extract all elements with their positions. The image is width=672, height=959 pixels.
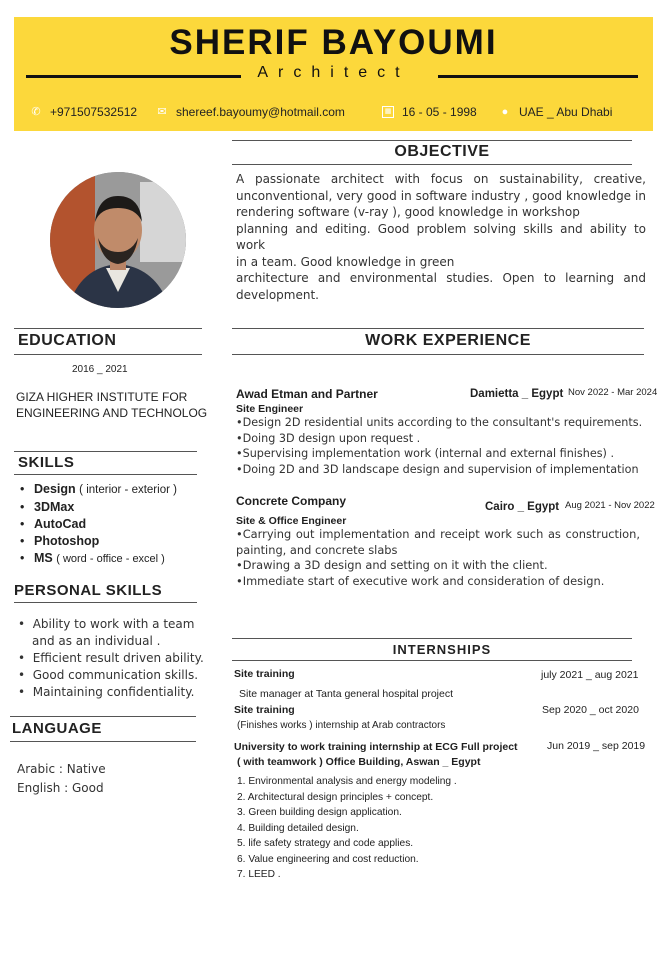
objective-rule-top [232,140,632,141]
internship-task: 2. Architectural design principles + concept. [237,791,434,803]
candidate-role: Architect [257,64,410,81]
job-bullet: •Supervising implementation work (internal and external finishes) . [236,447,615,460]
internship-dates: july 2021 _ aug 2021 [541,669,639,681]
internship-desc: Site manager at Tanta general hospital project [239,688,454,700]
skills-list [20,481,177,568]
education-years: 2016 _ 2021 [72,364,128,375]
work-rule-bottom [232,354,644,355]
internship-task: 3. Green building design application. [237,807,402,818]
job-entry [236,493,662,589]
internship-task: 6. Value engineering and cost reduction. [237,853,419,865]
objective-line: in a team. Good knowledge in green [236,254,455,269]
skill-item: • 3DMax [20,499,177,516]
internships-heading: INTERNSHIPS [392,642,492,657]
contact-phone [30,105,137,119]
location-pin-icon: ● [501,106,509,118]
personal-skills-heading: PERSONAL SKILLS [14,582,163,599]
objective-text [236,171,646,303]
internship-task: 5. life safety strategy and code applies. [237,838,414,849]
job-company: Concrete Company [236,494,347,508]
personal-skills-list [18,616,204,701]
objective-line: planning and editing. Good problem solving skills and ability to work [236,221,646,252]
internship-title-line: University to work training internship at ECG Full project [234,741,518,753]
personal-skill-item: and as an individual . [32,634,161,648]
internship-title [234,740,518,770]
education-rule-bottom [14,354,202,355]
internship-dates: Jun 2019 _ sep 2019 [547,740,646,752]
skills-rule-bottom [14,474,197,475]
job-entry [236,386,668,477]
job-dates: Aug 2021 - Nov 2022 [565,500,655,511]
profile-photo [50,172,186,308]
internship-task: 4. Building detailed design. [237,822,359,834]
internship-task: 1. Environmental analysis and energy modeling . [237,776,457,787]
email-text: shereef.bayoumy@hotmail.com [176,105,345,119]
personal-skills-rule [14,602,197,603]
objective-line: architecture and environmental studies. Open to learning and [236,271,646,285]
internships-rule-bottom [232,660,632,661]
contact-birthdate [382,105,477,119]
job-bullet: painting, and concrete slabs [236,542,398,557]
job-location: Damietta _ Egypt [470,388,564,400]
language-item: Arabic : Native [17,762,106,776]
skill-item: • Design ( interior - exterior ) [20,481,177,499]
internship-task: 7. LEED . [237,869,281,880]
job-location: Cairo _ Egypt [485,501,560,513]
job-dates: Nov 2022 - Mar 2024 [568,387,658,398]
job-bullet: •Doing 2D and 3D landscape design and supervision of implementation [236,462,639,476]
skill-item: • AutoCad [20,516,177,533]
skill-item: • MS ( word - office - excel ) [20,550,177,568]
education-rule-top [14,328,202,329]
personal-skill-item: • Ability to work with a team [18,617,195,631]
birthdate-text: 16 - 05 - 1998 [402,105,477,119]
objective-line: development. [236,287,319,302]
objective-line: rendering software (v-ray ), good knowledge in workshop [236,205,580,219]
personal-skill-item: • Efficient result driven ability. [18,651,204,665]
contact-email [156,105,345,119]
phone-text: +971507532512 [50,105,138,119]
job-bullets [236,415,668,477]
internships-rule-top [232,638,632,639]
contact-location [499,105,612,119]
skills-rule-top [14,451,197,452]
job-bullets [236,527,662,589]
mail-icon: ✉ [157,106,167,118]
personal-skill-item: • Maintaining confidentiality. [18,685,195,699]
job-role: Site Engineer [236,403,304,415]
calendar-icon: ▦ [382,106,394,118]
language-heading: LANGUAGE [12,720,102,737]
job-bullet: •Drawing a 3D design and setting on it with the client. [236,558,548,572]
language-item: English : Good [17,781,104,795]
avatar-illustration [50,172,186,308]
school-line: ENGINEERING AND TECHNOLOG [16,406,208,420]
internship-desc: (Finishes works ) internship at Arab contractors [237,720,446,731]
candidate-name: SHERIF BAYOUMI [169,23,498,62]
job-company: Awad Etman and Partner [236,387,378,401]
phone-icon: ✆ [31,106,41,118]
language-list [17,760,106,798]
internship-title-line: ( with teamwork ) Office Building, Aswan _ Egypt [237,756,481,768]
job-bullet: •Doing 3D design upon request . [236,431,421,445]
objective-line: unconventional, very good in software industry , good knowledge in [236,188,646,203]
job-role: Site & Office Engineer [236,515,347,527]
internship-dates: Sep 2020 _ oct 2020 [542,704,639,716]
objective-rule-bottom [232,164,632,165]
job-bullet: •Carrying out implementation and receipt work such as construction, [236,527,640,541]
education-school [16,389,207,421]
language-rule-bottom [10,741,196,742]
header-banner [14,17,653,131]
job-bullet: •Immediate start of executive work and consideration of design. [236,573,605,588]
skill-item: • Photoshop [20,533,177,550]
location-text: UAE _ Abu Dhabi [519,105,613,119]
internship-title: Site training [234,704,295,716]
work-heading: WORK EXPERIENCE [365,332,531,349]
education-heading: EDUCATION [18,332,117,349]
school-line: GIZA HIGHER INSTITUTE FOR [16,390,188,404]
internship-title: Site training [234,668,295,680]
personal-skill-item: • Good communication skills. [18,668,199,682]
language-rule-top [10,716,196,717]
internship-task-list [237,774,457,883]
work-rule-top [232,328,644,329]
skills-heading: SKILLS [18,454,75,471]
objective-line: A passionate architect with focus on sustainability, creative, [236,172,646,186]
objective-heading: OBJECTIVE [394,143,490,160]
job-bullet: •Design 2D residential units according to the consultant's requirements. [236,416,643,429]
